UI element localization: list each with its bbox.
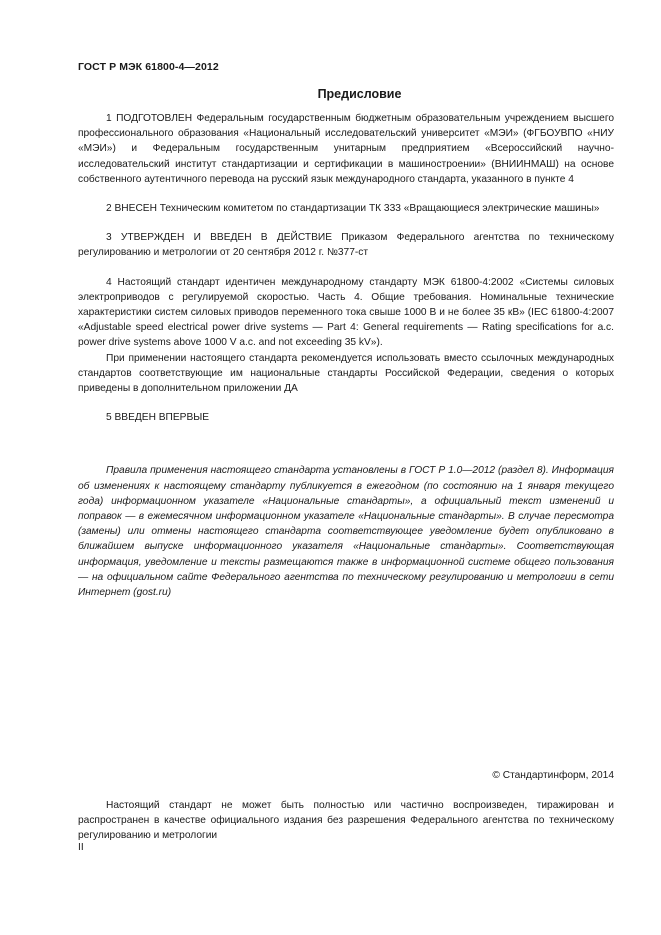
preface-body bbox=[78, 111, 614, 600]
application-rules-note bbox=[78, 463, 614, 600]
paragraph-identical: 4 Настоящий стандарт идентичен международному стандарту МЭК 61800-4:2002 «Системы силовых электроприводов с регулируемой скоростью. Часть 4. Общие требования. Номинальные технические характеристики систем силовых приводов переменного тока свыше 1000 В и не более 35 кВ» (IEC 61800-4:2007 «Adjustable speed electrical power drive systems — Part 4: General requirements — Rating specifications for a.c. power drive systems above 1000 V a.c. and not exceeding 35 kV»). bbox=[78, 276, 614, 349]
standard-code: ГОСТ Р МЭК 61800-4—2012 bbox=[78, 61, 219, 73]
copyright-notice: © Стандартинформ, 2014 bbox=[492, 770, 614, 781]
rights-text: Настоящий стандарт не может быть полностью или частично воспроизведен, тиражирован и распространен в качестве официального издания без разрешения Федерального агентства по техническому регулированию и метрологии bbox=[78, 800, 614, 842]
paragraph-references: При применении настоящего стандарта рекомендуется использовать вместо ссылочных международных стандартов соответствующие им национальные стандарты Российской Федерации, сведения о которых приведены в дополнительном приложении ДА bbox=[78, 352, 614, 395]
note-text: Правила применения настоящего стандарта установлены в ГОСТ Р 1.0—2012 (раздел 8). Информация об изменениях к настоящему стандарту публикуется в ежегодном (по состоянию на 1 января текущего года) информационном указателе «Национальные стандарты», а официальный текст изменений и поправок — в ежемесячном информационном указателе «Национальные стандарты». В случае пересмотра (замены) или отмены настоящего стандарта соответствующее уведомление будет опубликовано в ближайшем выпуске информационного указателя «Национальные стандарты». Соответствующая информация, уведомление и тексты размещаются также в информационной системе общего пользования — на официальном сайте Федерального агентства по техническому регулированию и метрологии в сети Интернет (gost.ru) bbox=[78, 465, 614, 599]
page-number: II bbox=[78, 842, 84, 853]
paragraph-introduced: 2 ВНЕСЕН Техническим комитетом по стандартизации ТК 333 «Вращающиеся электрические машины» bbox=[106, 203, 600, 215]
paragraph-prepared: 1 ПОДГОТОВЛЕН Федеральным государственным бюджетным образовательным учреждением высшего профессионального образования «Национальный исследовательский университет «МЭИ» (ФГБОУВПО «НИУ «МЭИ») и Федеральным государственным унитарным предприятием «Всероссийский научно-исследовательский институт стандартизации и сертификации в машиностроении» (ВНИИНМАШ) на основе собственного аутентичного перевода на русский язык международного стандарта, указанного в пункте 4 bbox=[78, 113, 614, 185]
rights-notice bbox=[78, 798, 614, 844]
paragraph-approved: 3 УТВЕРЖДЕН И ВВЕДЕН В ДЕЙСТВИЕ Приказом Федерального агентства по техническому регулированию и метрологии от 20 сентября 2012 г. №377-ст bbox=[78, 232, 614, 259]
paragraph-first-introduced: 5 ВВЕДЕН ВПЕРВЫЕ bbox=[106, 412, 210, 424]
section-title: Предисловие bbox=[317, 87, 402, 101]
